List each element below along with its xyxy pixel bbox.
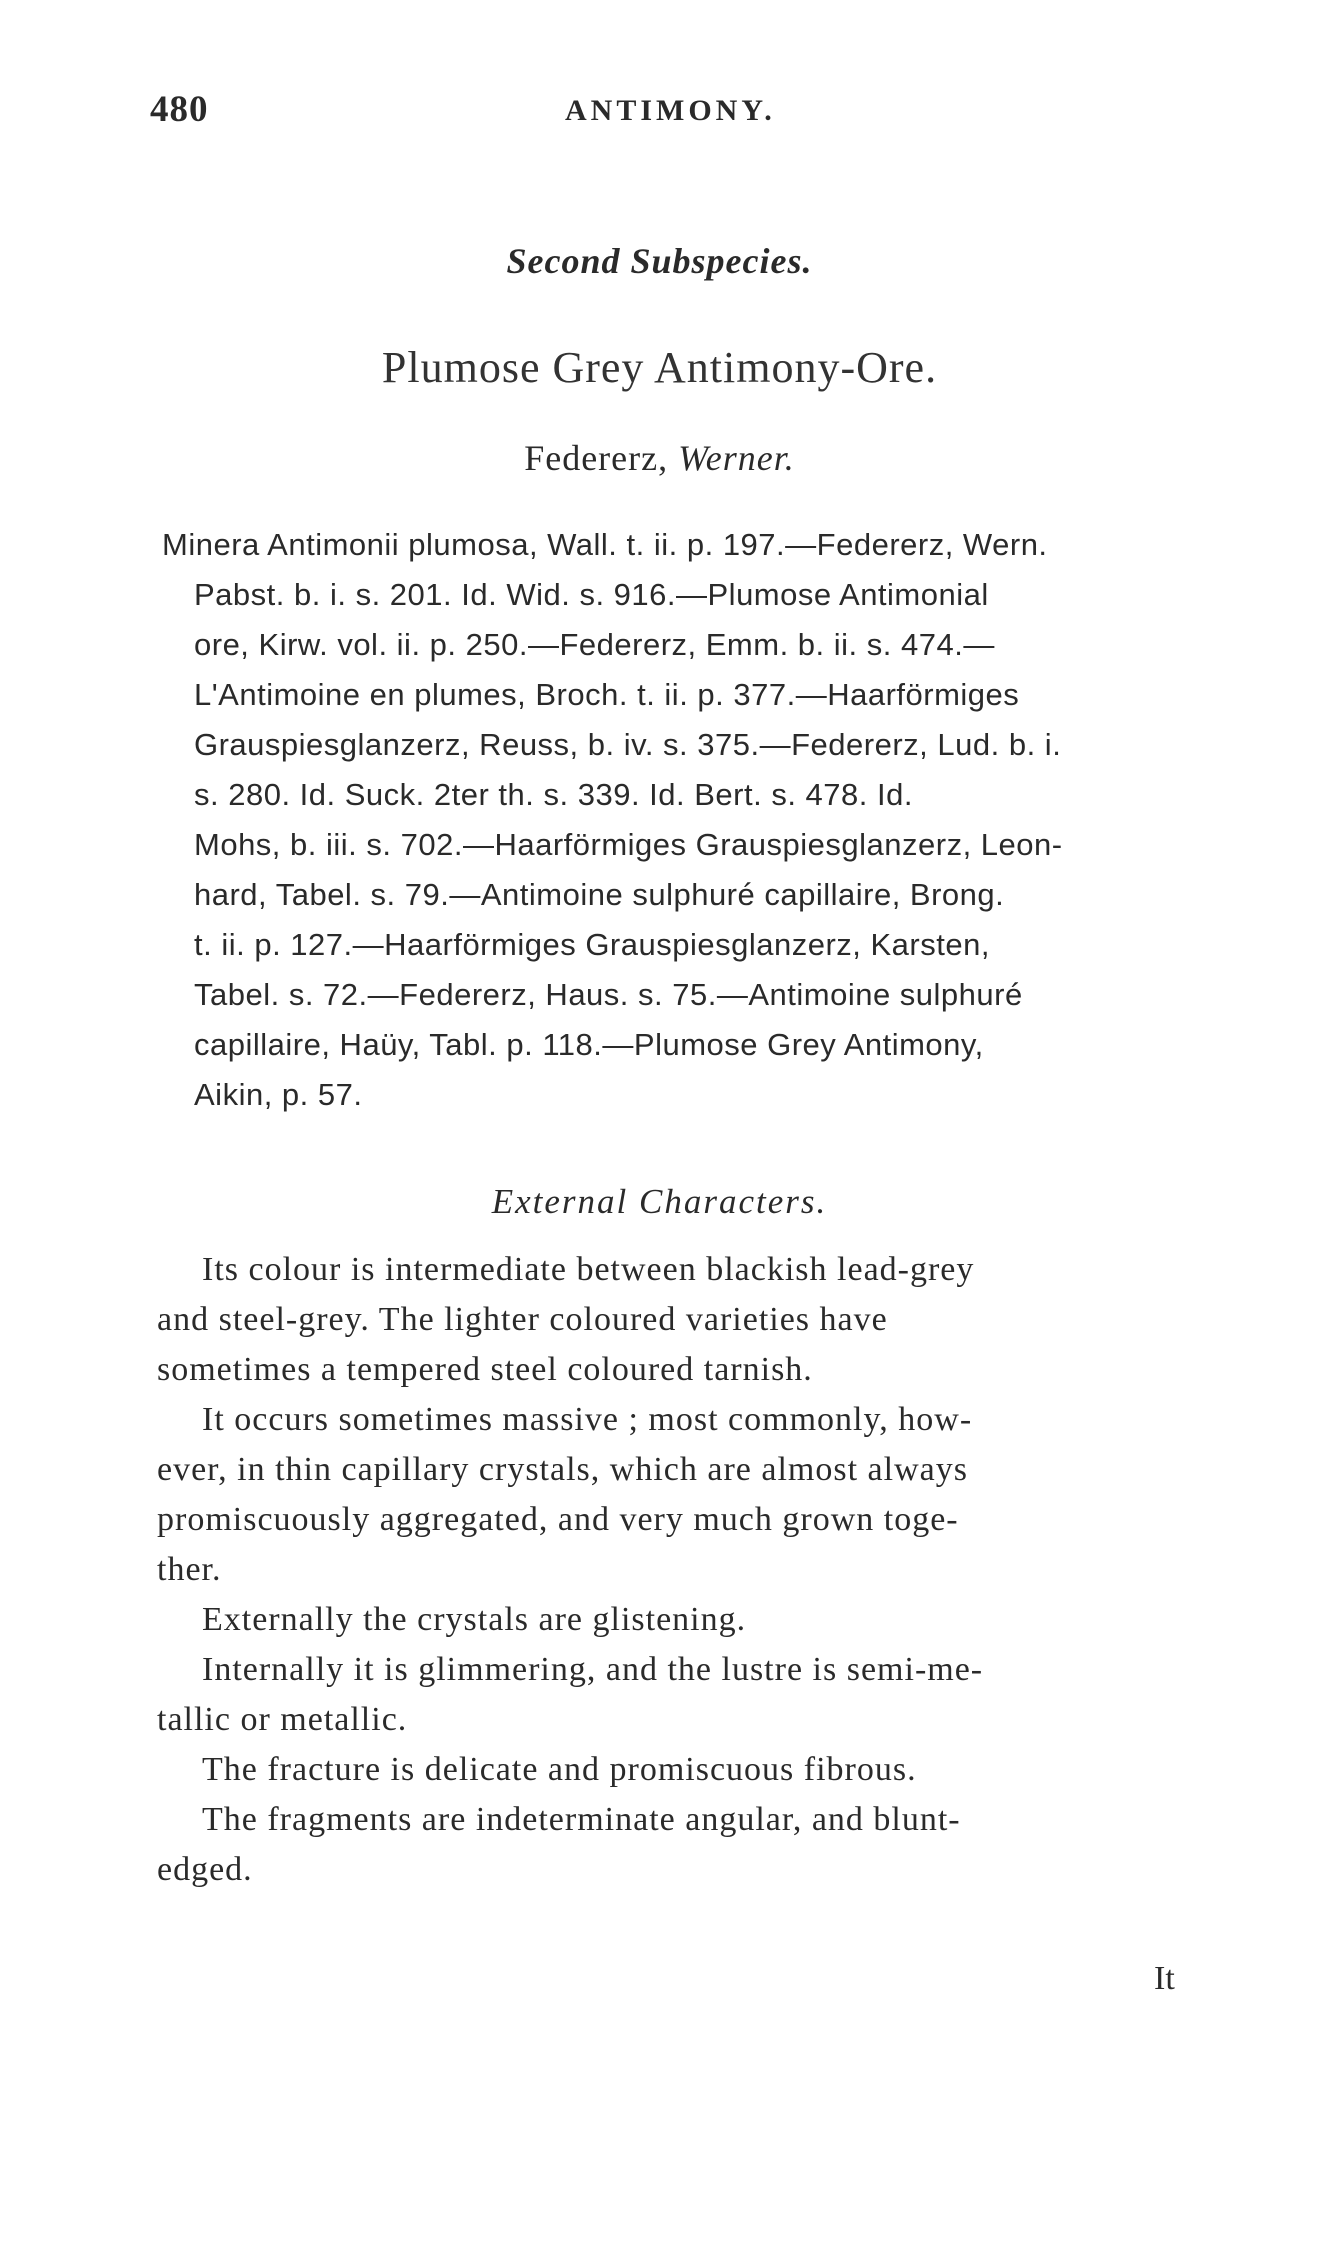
body-text — [157, 1245, 1207, 1895]
running-head — [150, 88, 1190, 128]
synonymy-line: t. ii. p. 127.—Haarförmiges Grauspiesglanzerz, Karsten, — [194, 927, 990, 962]
german-name-term: Federerz, — [524, 438, 669, 478]
body-line: and steel-grey. The lighter coloured varieties have — [157, 1301, 888, 1338]
body-line: The fragments are indeterminate angular, and blunt- — [202, 1801, 961, 1838]
body-line: The fracture is delicate and promiscuous fibrous. — [202, 1751, 917, 1788]
body-line: Its colour is intermediate between blackish lead-grey — [202, 1251, 975, 1288]
synonymy-line: s. 280. Id. Suck. 2ter th. s. 339. Id. Bert. s. 478. Id. — [194, 777, 913, 812]
german-name-author: Werner. — [678, 438, 795, 478]
body-line: ever, in thin capillary crystals, which are almost always — [157, 1451, 968, 1488]
body-line: promiscuously aggregated, and very much grown toge- — [157, 1501, 959, 1538]
synonymy-line: ore, Kirw. vol. ii. p. 250.—Federerz, Emm. b. ii. s. 474.— — [194, 627, 995, 662]
body-line: tallic or metallic. — [157, 1701, 408, 1738]
body-line: sometimes a tempered steel coloured tarnish. — [157, 1351, 813, 1388]
synonymy-block — [162, 520, 1207, 1120]
body-line: ther. — [157, 1551, 222, 1588]
synonymy-line: L'Antimoine en plumes, Broch. t. ii. p. 377.—Haarförmiges — [194, 677, 1020, 712]
synonymy-line: capillaire, Haüy, Tabl. p. 118.—Plumose Grey Antimony, — [194, 1027, 984, 1062]
catchword: It — [1154, 1960, 1175, 1997]
synonymy-line: Tabel. s. 72.—Federerz, Haus. s. 75.—Antimoine sulphuré — [194, 977, 1023, 1012]
synonymy-line: Minera Antimonii plumosa, Wall. t. ii. p. 197.—Federerz, Wern. — [162, 527, 1048, 562]
body-line: Externally the crystals are glistening. — [202, 1601, 747, 1638]
synonymy-line: Grauspiesglanzerz, Reuss, b. iv. s. 375.—Federerz, Lud. b. i. — [194, 727, 1062, 762]
species-title: Plumose Grey Antimony-Ore. — [381, 343, 938, 392]
synonymy-line: hard, Tabel. s. 79.—Antimoine sulphuré capillaire, Brong. — [194, 877, 1005, 912]
body-line: It occurs sometimes massive ; most commonly, how- — [202, 1401, 973, 1438]
synonymy-line: Aikin, p. 57. — [194, 1077, 363, 1112]
subspecies-heading: Second Subspecies. — [506, 241, 813, 281]
synonymy-line: Mohs, b. iii. s. 702.—Haarförmiges Grauspiesglanzerz, Leon- — [194, 827, 1063, 862]
section-heading: External Characters. — [491, 1182, 828, 1221]
body-line: Internally it is glimmering, and the lustre is semi-me- — [202, 1651, 984, 1688]
running-title: ANTIMONY. — [565, 94, 776, 127]
synonymy-line: Pabst. b. i. s. 201. Id. Wid. s. 916.—Plumose Antimonial — [194, 577, 989, 612]
body-line: edged. — [157, 1851, 253, 1888]
page-number: 480 — [150, 89, 209, 130]
german-name — [0, 437, 1319, 479]
